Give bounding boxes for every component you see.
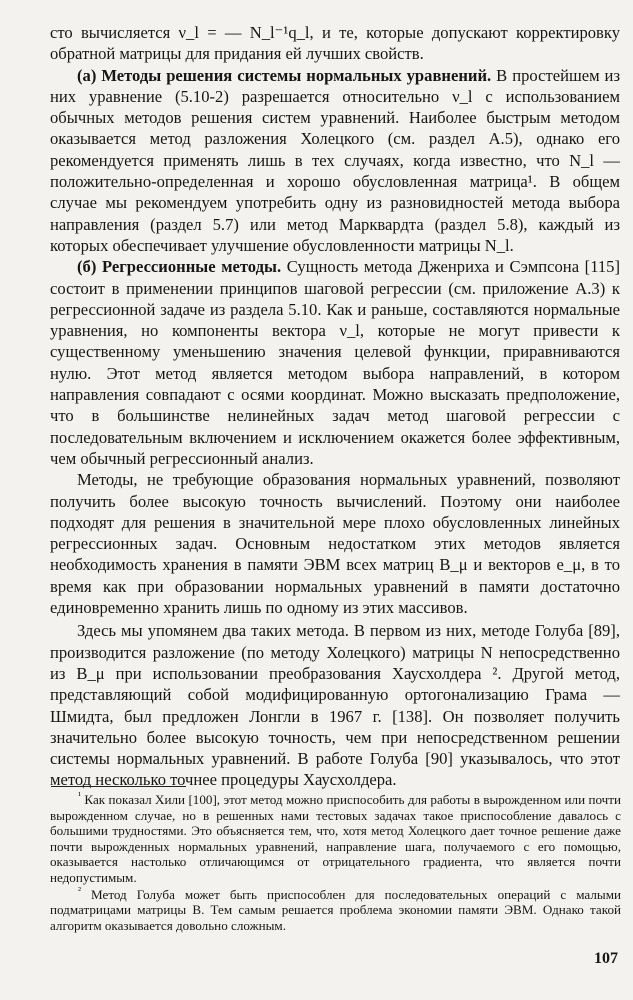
paragraph-regression <box>50 256 620 469</box>
footnotes <box>50 792 621 933</box>
paragraph-intro <box>50 22 620 65</box>
paragraph-text: Методы, не требующие образования нормальных уравнений, позволяют получить более высокую точность вычислений. Поэтому они наиболее подходят для решения в значительной мере плохо обусловленных линейных регрессионных задач. Основным недостатком этих методов является необходимость хранения в памяти ЭВМ всех матриц B_μ и векторов e_μ, в то время как при образовании нормальных уравнений в памяти достаточно единовременно хранить лишь по одному из этих массивов. <box>50 470 620 618</box>
page-number: 107 <box>594 950 618 967</box>
paragraph-text: Сущность метода Дженриха и Сэмпсона [115] состоит в применении принципов шаговой регрессии (см. приложение А.3) к регрессионной задаче из раздела 5.10. Как и раньше, составляются нормальные уравнения, но компоненты вектора ν_l, которые не могут привести к существенному уменьшению значения целевой функции, приравниваются нулю. Этот метод является методом выбора направлений, в котором направления совпадают с осями координат. Можно высказать предположение, что в большинстве нелинейных задач метод шаговой регрессии с последовательным включением и исключением окажется более эффективным, чем обычный регрессионный анализ. <box>50 257 620 468</box>
paragraph-normal-equations <box>50 65 620 257</box>
paragraph-no-normal-equations <box>50 469 620 618</box>
footnote-mark: ¹ <box>78 790 81 802</box>
footnote-divider <box>51 786 186 787</box>
main-text <box>50 22 620 791</box>
footnote-1 <box>50 792 621 886</box>
paragraph-text: сто вычисляется ν_l = — N_l⁻¹q_l, и те, которые допускают корректировку обратной матрицы для придания ей лучших свойств. <box>50 23 620 64</box>
paragraph-text: В простейшем из них уравнение (5.10-2) разрешается относительно ν_l с использованием обычных методов решения систем уравнений. Наиболее быстрым методом оказывается метод разложения Холецкого (см. раздел А.5), однако его рекомендуется применять лишь в тех случаях, когда известно, что N_l — положительно-определенная и хорошо обусловленная матрица¹. В общем случае мы рекомендуем употребить одну из разновидностей метода выбора направления (раздел 5.7) или метод Марквардта (раздел 5.8), каждый из которых обеспечивает улучшение обусловленности матрицы N_l. <box>50 65 620 255</box>
paragraph-two-methods <box>50 620 620 790</box>
footnote-2 <box>50 887 621 934</box>
section-heading-b: (б) Регрессионные методы. <box>77 257 282 277</box>
paragraph-text: Здесь мы упомянем два таких метода. В первом из них, методе Голуба [89], производится разложение (по методу Холецкого) матрицы N непосредственно из B_μ при использовании преобразования Хаусхолдера ². Другой метод, представляющий собой модифицированную ортогонализацию Грама — Шмидта, был предложен Лонгли в 1967 г. [138]. Он позволяет получить значительно более высокую точность, чем при непосредственном решении системы нормальных уравнений. В работе Голуба [90] указывалось, что этот метод несколько точнее процедуры Хаусхолдера. <box>50 621 620 790</box>
footnote-mark: ² <box>78 885 81 897</box>
section-heading-a: (а) Методы решения системы нормальных уравнений. <box>77 65 492 85</box>
footnote-text: Как показал Хили [100], этот метод можно приспособить для работы в вырожденном или почти вырожденном случае, но в решенных нами тестовых задачах такое приспособление давалось с большими трудностями. Это объясняется тем, что, хотя метод Холецкого дает точное решение даже почти вырожденных нормальных уравнений, направление шага, получаемого с его помощью, оказывается настолько отличающимся от отрицательного градиента, что является почти недопустимым. <box>50 792 621 885</box>
footnote-text: Метод Голуба может быть приспособлен для последовательных операций с малыми подматрицами матрицы B. Тем самым решается проблема экономии памяти ЭВМ. Однако такой алгоритм оказывается довольно сложным. <box>50 886 621 933</box>
